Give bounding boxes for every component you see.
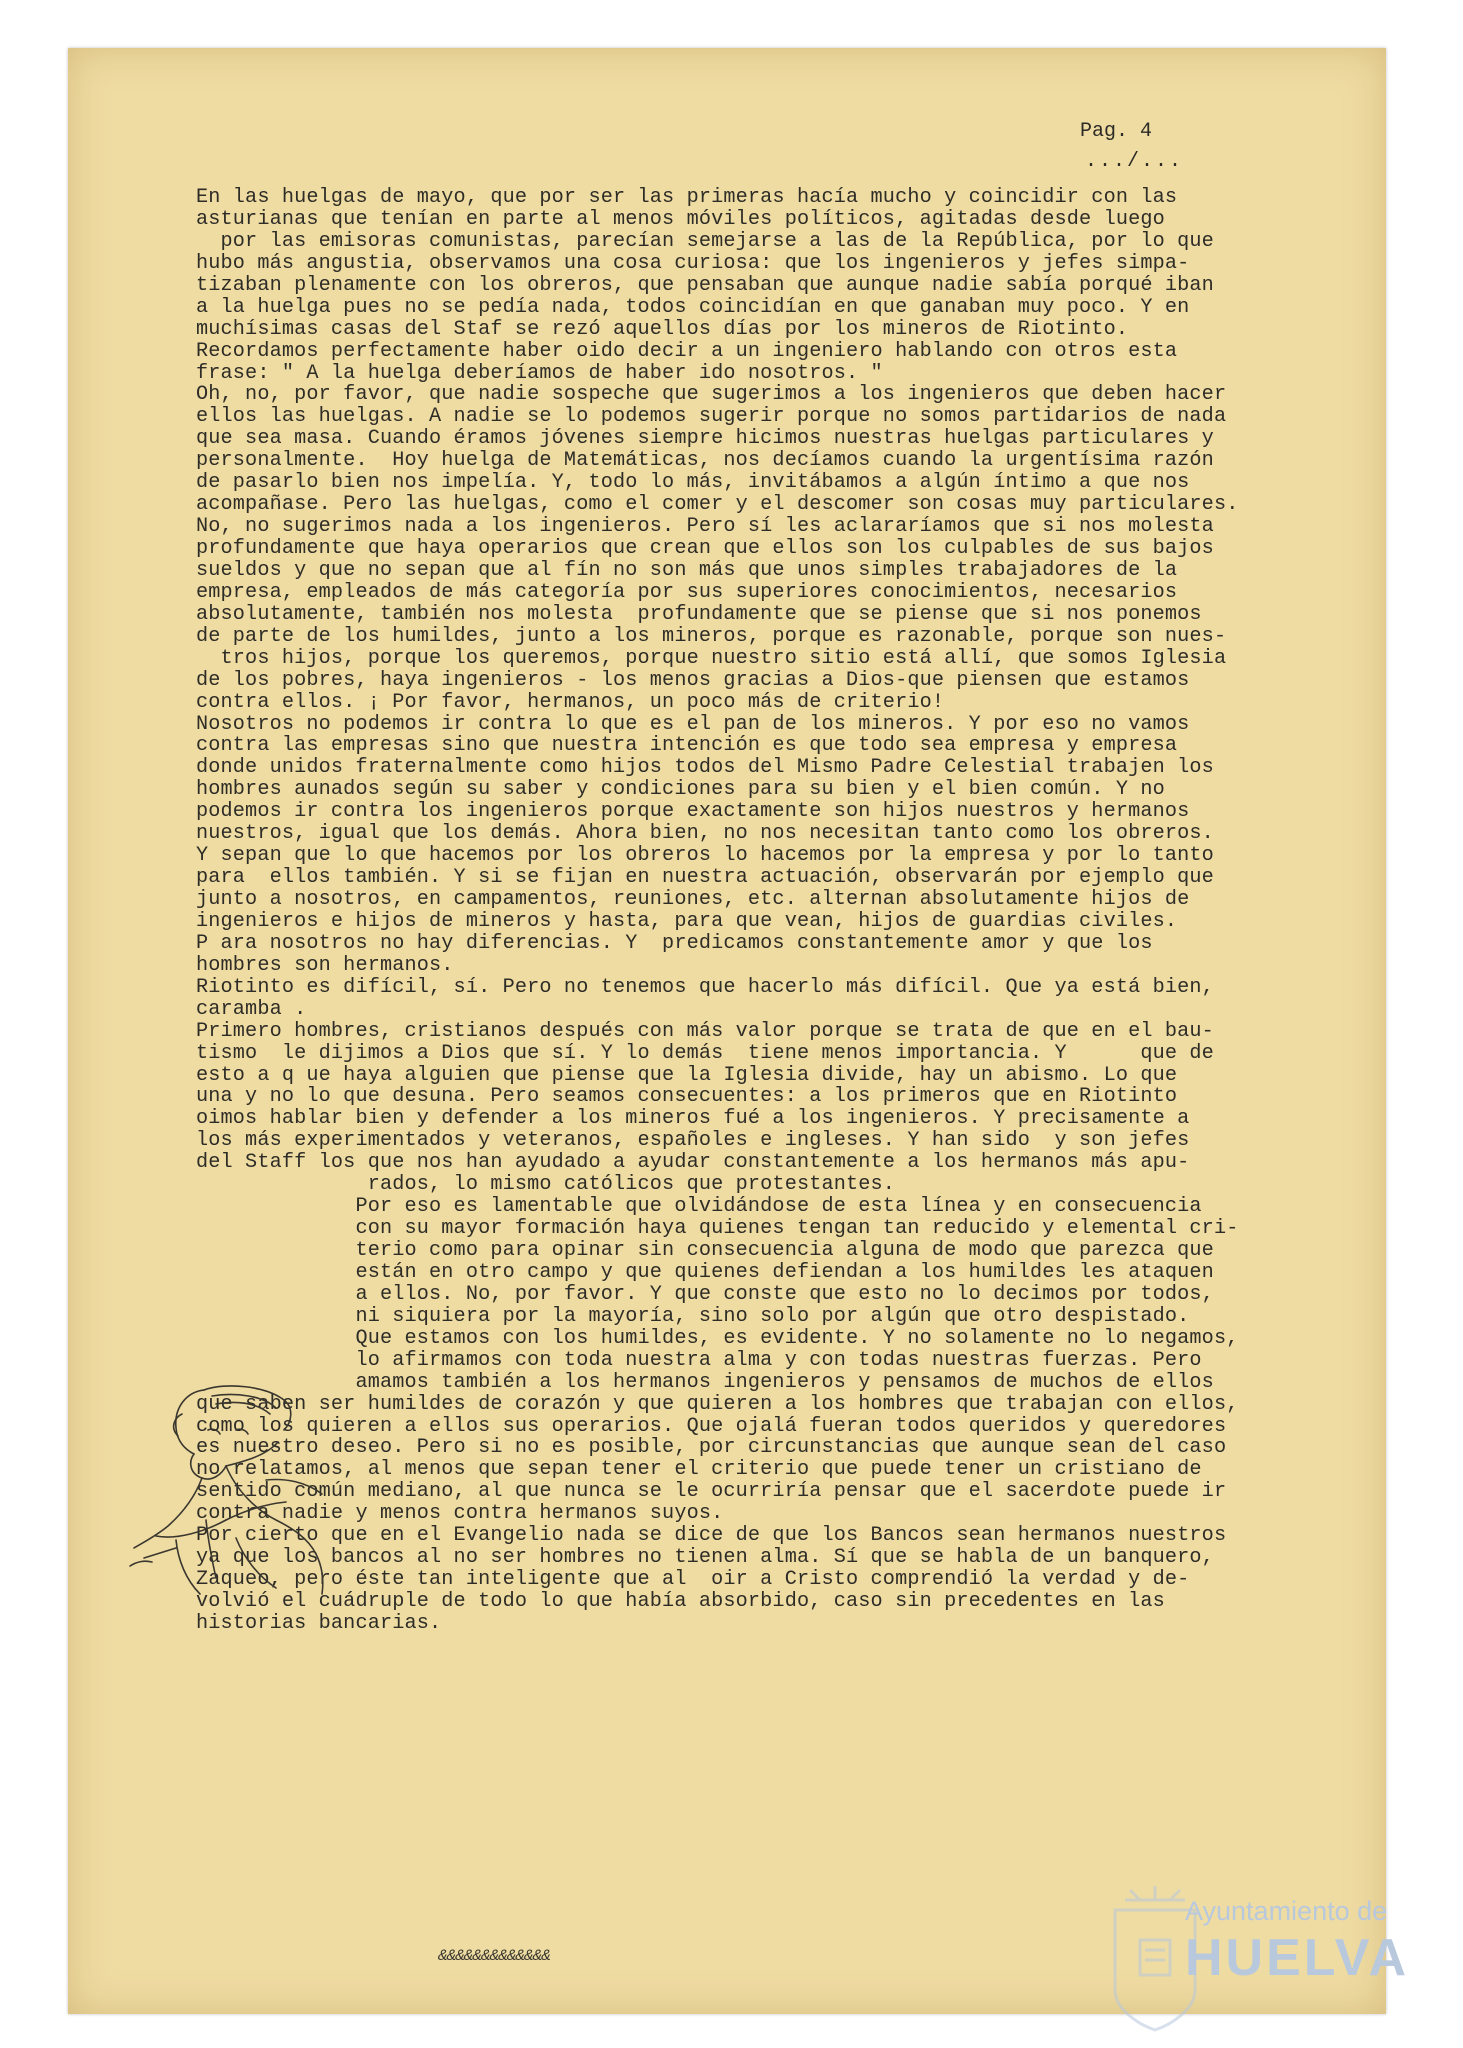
text-line: de los pobres, haya ingenieros - los menos gracias a Dios-que piensen que estamos — [196, 668, 1190, 692]
text-line: ni siquiera por la mayoría, sino solo por algún que otro despistado. — [196, 1304, 1190, 1328]
text-line: para ellos también. Y si se fijan en nuestra actuación, observarán por ejemplo que — [196, 866, 1214, 890]
text-line: Nosotros no podemos ir contra lo que es el pan de los mineros. Y por eso no vamos — [196, 712, 1190, 736]
text-line: Que estamos con los humildes, es evidente. Y no solamente no lo negamos, — [196, 1326, 1239, 1350]
text-line: caramba . — [196, 997, 307, 1021]
text-line: sentido común mediano, al que nunca se le ocurriría pensar que el sacerdote puede ir — [196, 1480, 1227, 1504]
text-line: esto a q ue haya alguien que piense que la Iglesia divide, hay un abismo. Lo que — [196, 1063, 1178, 1087]
text-line: acompañase. Pero las huelgas, como el comer y el descomer son cosas muy particulares. — [196, 493, 1239, 517]
text-line: volvió el cuádruple de todo lo que había absorbido, caso sin precedentes en las — [196, 1590, 1165, 1613]
continuation-mark: .../... — [1085, 150, 1184, 173]
text-line: a la huelga pues no se pedía nada, todos coincidían en que ganaban muy poco. Y en — [196, 295, 1190, 319]
text-line: oimos hablar bien y defender a los mineros fué a los ingenieros. Y precisamente a — [196, 1107, 1190, 1131]
text-line: rados, lo mismo católicos que protestantes. — [196, 1173, 896, 1197]
text-line: podemos ir contra los ingenieros porque exactamente son hijos nuestros y hermanos — [196, 800, 1190, 824]
text-line: hubo más angustia, observamos una cosa curiosa: que los ingenieros y jefes simpa- — [196, 251, 1190, 275]
text-line: Recordamos perfectamente haber oido decir a un ingeniero hablando con otros esta — [196, 339, 1178, 363]
page-number: Pag. 4 — [1080, 120, 1153, 143]
end-mark: &&&&&&&&&&&&& — [438, 1947, 550, 1965]
text-line: ya que los bancos al no ser hombres no tienen alma. Sí que se habla de un banquero, — [196, 1546, 1214, 1570]
text-line: están en otro campo y que quienes defiendan a los humildes les ataquen — [196, 1260, 1214, 1284]
text-line: contra nadie y menos contra hermanos suyos. — [196, 1502, 724, 1526]
text-line: amamos también a los hermanos ingenieros y pensamos de muchos de ellos — [196, 1370, 1214, 1394]
text-line: muchísimas casas del Staf se rezó aquellos días por los mineros de Riotinto. — [196, 317, 1129, 341]
text-line: ingenieros e hijos de mineros y hasta, para que vean, hijos de guardias civiles. — [196, 909, 1178, 933]
text-line: empresa, empleados de más categoría por sus superiores conocimientos, necesarios — [196, 580, 1178, 604]
text-line: Zaqueo, pero éste tan inteligente que al oir a Cristo comprendió la verdad y de- — [196, 1568, 1190, 1592]
text-line: a ellos. No, por favor. Y que conste que esto no lo decimos por todos, — [196, 1282, 1214, 1306]
text-line: frase: " A la huelga deberíamos de haber ido nosotros. " — [196, 361, 883, 385]
text-line: tizaban plenamente con los obreros, que pensaban que aunque nadie sabía porqué iban — [196, 273, 1214, 297]
text-line: ellos las huelgas. A nadie se lo podemos sugerir porque no somos partidarios de nada — [196, 405, 1227, 429]
text-line: P ara nosotros no hay diferencias. Y predicamos constantemente amor y que los — [196, 931, 1153, 955]
text-line: Y sepan que lo que hacemos por los obreros lo hacemos por la empresa y por lo tanto — [196, 844, 1214, 868]
text-line: personalmente. Hoy huelga de Matemáticas, nos decíamos cuando la urgentísima razón — [196, 449, 1214, 473]
text-line: no relatamos, al menos que sepan tener el criterio que puede tener un cristiano de — [196, 1458, 1202, 1482]
body-text — [196, 187, 1276, 1635]
text-line: Primero hombres, cristianos después con más valor porque se trata de que en el bau- — [196, 1019, 1214, 1043]
text-line: una y no lo que desuna. Pero seamos consecuentes: a los primeros que en Riotinto — [196, 1085, 1178, 1109]
text-line: No, no sugerimos nada a los ingenieros. Pero sí les aclararíamos que si nos molesta — [196, 515, 1214, 539]
text-line: como los quieren a ellos sus operarios. Que ojalá fueran todos queridos y queredores — [196, 1414, 1227, 1438]
text-line: Riotinto es difícil, sí. Pero no tenemos que hacerlo más difícil. Que ya está bien, — [196, 975, 1214, 999]
text-line: que saben ser humildes de corazón y que quieren a los hombres que trabajan con ellos, — [196, 1392, 1239, 1416]
text-line: del Staff los que nos han ayudado a ayudar constantemente a los hermanos más apu- — [196, 1151, 1190, 1175]
text-line: Por eso es lamentable que olvidándose de esta línea y en consecuencia — [196, 1195, 1202, 1219]
text-line: donde unidos fraternalmente como hijos todos del Mismo Padre Celestial trabajen los — [196, 756, 1214, 780]
text-line: contra ellos. ¡ Por favor, hermanos, un poco más de criterio! — [196, 690, 945, 714]
text-line: profundamente que haya operarios que crean que ellos son los culpables de sus bajos — [196, 537, 1214, 560]
text-line: es nuestro deseo. Pero si no es posible, por circunstancias que aunque sean del caso — [196, 1436, 1227, 1460]
text-line: terio como para opinar sin consecuencia alguna de modo que parezca que — [196, 1239, 1214, 1262]
watermark-line1: Ayuntamiento de — [1185, 1896, 1388, 1926]
text-line: que sea masa. Cuando éramos jóvenes siempre hicimos nuestras huelgas particulares y — [196, 427, 1214, 451]
text-line: tros hijos, porque los queremos, porque nuestro sitio está allí, que somos Iglesia — [196, 646, 1227, 670]
watermark-line2: HUELVA — [1185, 1929, 1410, 1987]
text-line: con su mayor formación haya quienes tengan tan reducido y elemental cri- — [196, 1217, 1239, 1241]
text-line: historias bancarias. — [196, 1611, 442, 1635]
text-line: contra las empresas sino que nuestra intención es que todo sea empresa y empresa — [196, 734, 1178, 758]
text-line: junto a nosotros, en campamentos, reuniones, etc. alternan absolutamente hijos de — [196, 888, 1190, 911]
text-line: hombres son hermanos. — [196, 953, 454, 977]
text-line: tismo le dijimos a Dios que sí. Y lo demás tiene menos importancia. Y que de — [196, 1041, 1214, 1065]
text-line: por las emisoras comunistas, parecían semejarse a las de la República, por lo que — [196, 229, 1214, 253]
text-line: hombres aunados según su saber y condiciones para su bien y el bien común. Y no — [196, 778, 1165, 802]
text-line: asturianas que tenían en parte al menos móviles políticos, agitadas desde luego — [196, 207, 1165, 231]
text-line: de pasarlo bien nos impelía. Y, todo lo más, invitábamos a algún íntimo a que nos — [196, 471, 1190, 495]
text-line: sueldos y que no sepan que al fín no son más que unos simples trabajadores de la — [196, 558, 1178, 582]
text-line: de parte de los humildes, junto a los mineros, porque es razonable, porque son nues- — [196, 624, 1227, 648]
text-line: En las huelgas de mayo, que por ser las primeras hacía mucho y coincidir con las — [196, 186, 1178, 209]
text-line: los más experimentados y veteranos, españoles e ingleses. Y han sido y son jefes — [196, 1129, 1190, 1153]
text-line: nuestros, igual que los demás. Ahora bien, no nos necesitan tanto como los obreros. — [196, 822, 1214, 846]
text-line: absolutamente, también nos molesta profundamente que se piense que si nos ponemos — [196, 602, 1202, 626]
text-line: lo afirmamos con toda nuestra alma y con todas nuestras fuerzas. Pero — [196, 1348, 1202, 1372]
text-line: Por cierto que en el Evangelio nada se dice de que los Bancos sean hermanos nuestros — [196, 1524, 1227, 1548]
sketch-illustration-icon — [116, 1370, 342, 1602]
text-line: Oh, no, por favor, que nadie sospeche que sugerimos a los ingenieros que deben hacer — [196, 383, 1227, 407]
